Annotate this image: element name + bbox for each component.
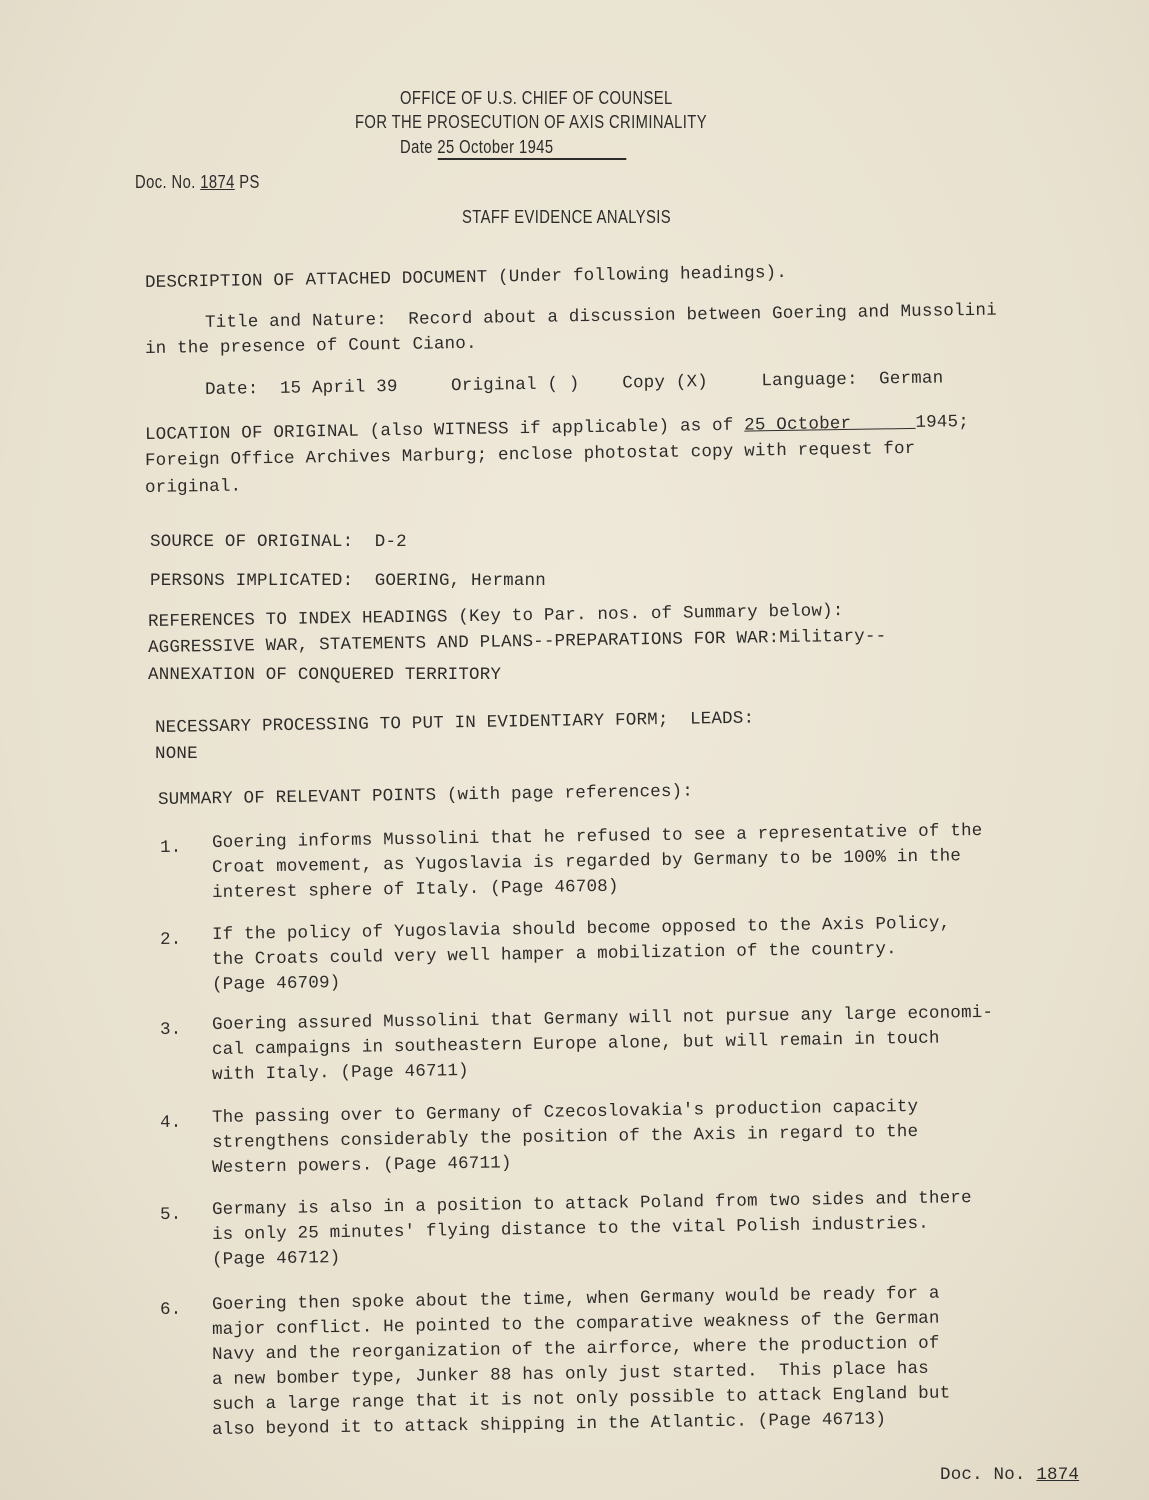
point-line: strengthens considerably the position of the Axis in regard to the (211, 1121, 919, 1153)
point-number: 6. (159, 1299, 182, 1320)
title-nature-line-2: in the presence of Count Ciano. (144, 333, 477, 359)
point-line: a new bomber type, Junker 88 has only just started. This place has (211, 1358, 930, 1390)
point-line: (Page 46709) (211, 972, 341, 995)
point-line: Goering informs Mussolini that he refused to see a representative of the (211, 820, 983, 853)
point-line: The passing over to Germany of Czecoslovakia's production capacity (211, 1096, 919, 1128)
location-date: 25 October (744, 413, 852, 436)
location-year: 1945; (915, 412, 970, 433)
header-line-2: FOR THE PROSECUTION OF AXIS CRIMINALITY (355, 112, 707, 132)
point-line: (Page 46712) (211, 1247, 341, 1270)
references-line-1: REFERENCES TO INDEX HEADINGS (Key to Par. nos. of Summary below): (147, 601, 844, 632)
footer-doc-number (940, 1465, 1079, 1485)
point-line: is only 25 minutes' flying distance to the vital Polish industries. (211, 1213, 930, 1245)
source-of-original: SOURCE OF ORIGINAL: D-2 (150, 532, 407, 552)
location-label: LOCATION OF ORIGINAL (also WITNESS if applicable) as of (144, 415, 734, 445)
point-line: Goering assured Mussolini that Germany will not pursue any large economi- (211, 1002, 994, 1035)
location-line-2: Foreign Office Archives Marburg; enclose photostat copy with request for (144, 438, 916, 471)
point-line: Croat movement, as Yugoslavia is regarded by Germany to be 100% in the (211, 846, 962, 878)
doc-number (135, 172, 260, 193)
point-number: 3. (159, 1019, 182, 1040)
description-heading: DESCRIPTION OF ATTACHED DOCUMENT (Under following headings). (144, 262, 788, 293)
processing-line-2: NONE (155, 744, 198, 764)
point-line: with Italy. (Page 46711) (211, 1060, 469, 1085)
point-line: such a large range that it is not only possible to attack England but (211, 1383, 951, 1415)
point-line: the Croats could very well hamper a mobilization of the country. (211, 939, 897, 970)
references-line-2: AGGRESSIVE WAR, STATEMENTS AND PLANS--PREPARATIONS FOR WAR:Military-- (147, 626, 887, 658)
point-line: cal campaigns in southeastern Europe alone, but will remain in touch (211, 1028, 940, 1060)
processing-line-1: NECESSARY PROCESSING TO PUT IN EVIDENTIARY FORM; LEADS: (154, 708, 755, 738)
doc-no-suffix: PS (239, 172, 260, 192)
footer-doc-label: Doc. No. (940, 1465, 1026, 1485)
point-line: interest sphere of Italy. (Page 46708) (211, 876, 619, 903)
point-line: major conflict. He pointed to the comparative weakness of the German (211, 1308, 940, 1340)
title-nature-line-1: Title and Nature: Record about a discussion between Goering and Mussolini (204, 300, 997, 333)
point-line: Navy and the reorganization of the airforce, where the production of (211, 1333, 940, 1365)
point-number: 4. (159, 1112, 182, 1133)
point-number: 5. (159, 1204, 182, 1225)
location-line-3: original. (144, 476, 242, 498)
footer-doc-value: 1874 (1036, 1465, 1080, 1485)
date-language-line: Date: 15 April 39 Original ( ) Copy (X) Language: German (204, 368, 944, 400)
date-value: 25 October 1945 (437, 137, 626, 160)
document-title: STAFF EVIDENCE ANALYSIS (462, 207, 672, 227)
point-number: 1. (159, 837, 182, 858)
point-line: Goering then spoke about the time, when Germany would be ready for a (211, 1283, 940, 1315)
point-number: 2. (159, 929, 182, 950)
point-line: Western powers. (Page 46711) (211, 1153, 512, 1178)
doc-no-value: 1874 (200, 172, 235, 192)
point-line: If the policy of Yugoslavia should become opposed to the Axis Policy, (211, 913, 951, 945)
header-date (400, 137, 626, 160)
point-line: Germany is also in a position to attack Poland from two sides and there (211, 1188, 972, 1220)
point-line: also beyond it to attack shipping in the Atlantic. (Page 46713) (211, 1409, 887, 1440)
persons-implicated: PERSONS IMPLICATED: GOERING, Hermann (150, 571, 546, 591)
references-line-3: ANNEXATION OF CONQUERED TERRITORY (148, 665, 502, 685)
header-line-1: OFFICE OF U.S. CHIEF OF COUNSEL (400, 88, 673, 108)
date-label: Date (400, 137, 433, 157)
doc-no-label: Doc. No. (135, 172, 196, 192)
summary-heading: SUMMARY OF RELEVANT POINTS (with page references): (157, 781, 694, 810)
